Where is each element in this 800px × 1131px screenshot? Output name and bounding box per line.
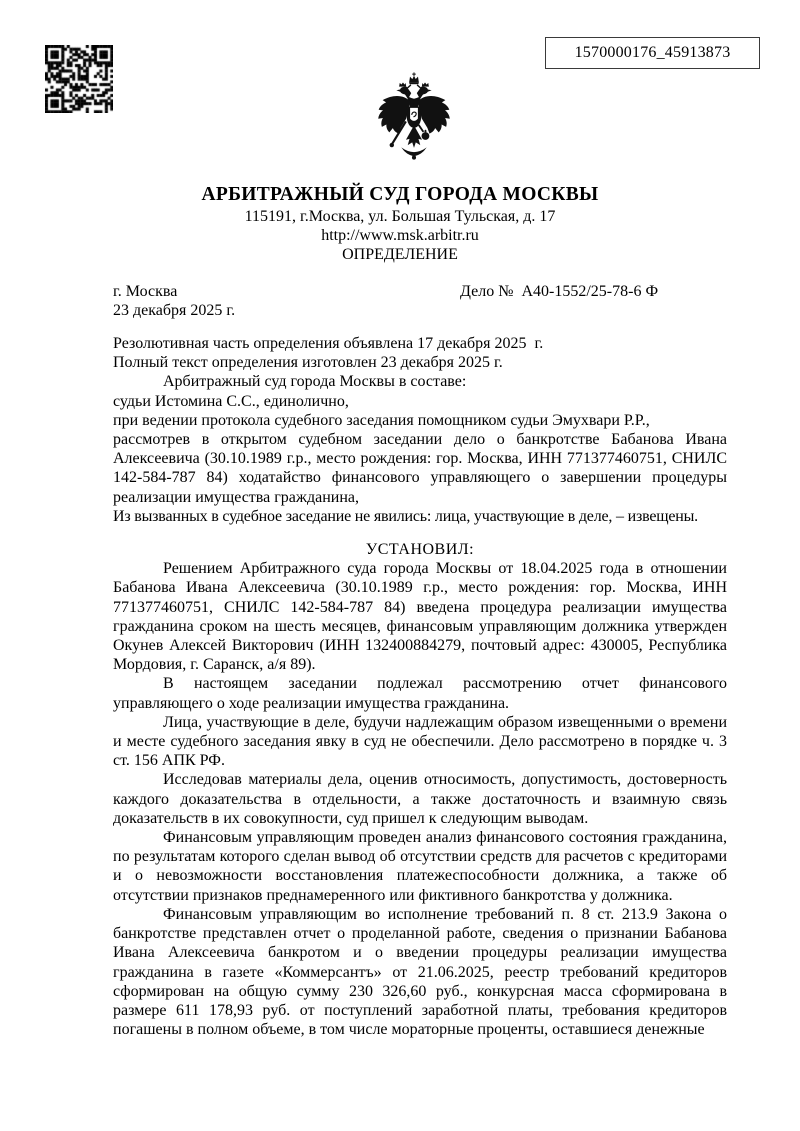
clerk-line: при ведении протокола судебного заседания помощником судьи Эмухвари Р.Р., bbox=[113, 411, 650, 429]
case-number: Дело № А40-1552/25-78-6 Ф bbox=[460, 283, 659, 300]
ruling-paragraph: Лица, участвующие в деле, будучи надлежащим образом извещенными о времени и месте судебного заседания явку в суд не обеспечили. Дело рассмотрено в порядке ч. 3 ст. 156 АПК РФ. bbox=[113, 713, 727, 770]
document-id: 1570000176_45913873 bbox=[574, 44, 731, 61]
court-website: http://www.msk.arbitr.ru bbox=[321, 227, 479, 245]
ruling-paragraph: Финансовым управляющим проведен анализ финансового состояния гражданина, по результатам которого сделан вывод об отсутствии средств для расчетов с кредиторами и о невозможности восстановления платежеспособности должника, а также об отсутствии признаков преднамеренного или фиктивного банкротства у должника. bbox=[113, 829, 727, 904]
ruling-paragraph: В настоящем заседании подлежал рассмотрению отчет финансового управляющего о ходе реализации имущества гражданина. bbox=[113, 675, 727, 712]
judge-line: судьи Истомина С.С., единолично, bbox=[113, 392, 349, 410]
court-header bbox=[0, 183, 800, 265]
document-body bbox=[113, 334, 727, 1039]
attendance-line: Из вызванных в судебное заседание не явились: лица, участвующие в деле, – извещены. bbox=[113, 507, 698, 525]
decision-date: 23 декабря 2025 г. bbox=[113, 302, 236, 319]
resolution-announced-line: Резолютивная часть определения объявлена 17 декабря 2025 г. bbox=[113, 335, 544, 352]
qr-code-icon bbox=[45, 45, 113, 113]
court-address: 115191, г.Москва, ул. Большая Тульская, д. 17 bbox=[244, 208, 556, 225]
ruling-heading: УСТАНОВИЛ: bbox=[365, 541, 475, 559]
coat-of-arms-icon bbox=[371, 72, 457, 172]
document-id-stamp bbox=[545, 37, 760, 69]
case-subject-paragraph: рассмотрев в открытом судебном заседании дело о банкротстве Бабанова Ивана Алексеевича (30.10.1989 г.р., место рождения: гор. Москва, ИНН 771377460751, СНИЛС 142-584-787 84) ходатайство финансового управляющего о завершении процедуры реализации имущества гражданина, bbox=[113, 431, 727, 506]
document-type-title: ОПРЕДЕЛЕНИЕ bbox=[342, 246, 458, 264]
full-text-made-line: Полный текст определения изготовлен 23 декабря 2025 г. bbox=[113, 354, 503, 372]
ruling-paragraph: Решением Арбитражного суда города Москвы от 18.04.2025 года в отношении Бабанова Ивана Алексеевича (30.10.1989 г.р., место рождения: гор. Москва, ИНН 771377460751, СНИЛС 142-584-787 84) введена процедура реализации имущества гражданина сроком на шесть месяцев, финансовым управляющим должника утвержден Окунев Алексей Викторович (ИНН 132400884279, почтовый адрес: 430005, Республика Мордовия, г. Саранск, а/я 89). bbox=[113, 560, 727, 674]
ruling-paragraph: Финансовым управляющим во исполнение требований п. 8 ст. 213.9 Закона о банкротстве представлен отчет о проделанной работе, сведения о признании Бабанова Ивана Алексеевича банкротом и о введении процедуры реализации имущества гражданина в газете «Коммерсантъ» от 21.06.2025, реестр требований кредиторов сформирован на общую сумму 230 326,60 руб., конкурсная масса сформирована в размере 611 178,93 руб. от поступлений заработной платы, требования кредиторов погашены в полном объеме, в том числе мораторные проценты, оставшиеся денежные bbox=[113, 905, 727, 1039]
city-label: г. Москва bbox=[113, 283, 178, 300]
case-info-row bbox=[113, 283, 727, 302]
court-name: АРБИТРАЖНЫЙ СУД ГОРОДА МОСКВЫ bbox=[201, 184, 599, 205]
ruling-paragraph: Исследовав материалы дела, оценив относимость, допустимость, достоверность каждого доказательства в отдельности, а также достаточность и взаимную связь доказательств в их совокупности, суд пришел к следующим выводам. bbox=[113, 771, 727, 827]
court-composition-line: Арбитражный суд города Москвы в составе: bbox=[163, 373, 467, 391]
